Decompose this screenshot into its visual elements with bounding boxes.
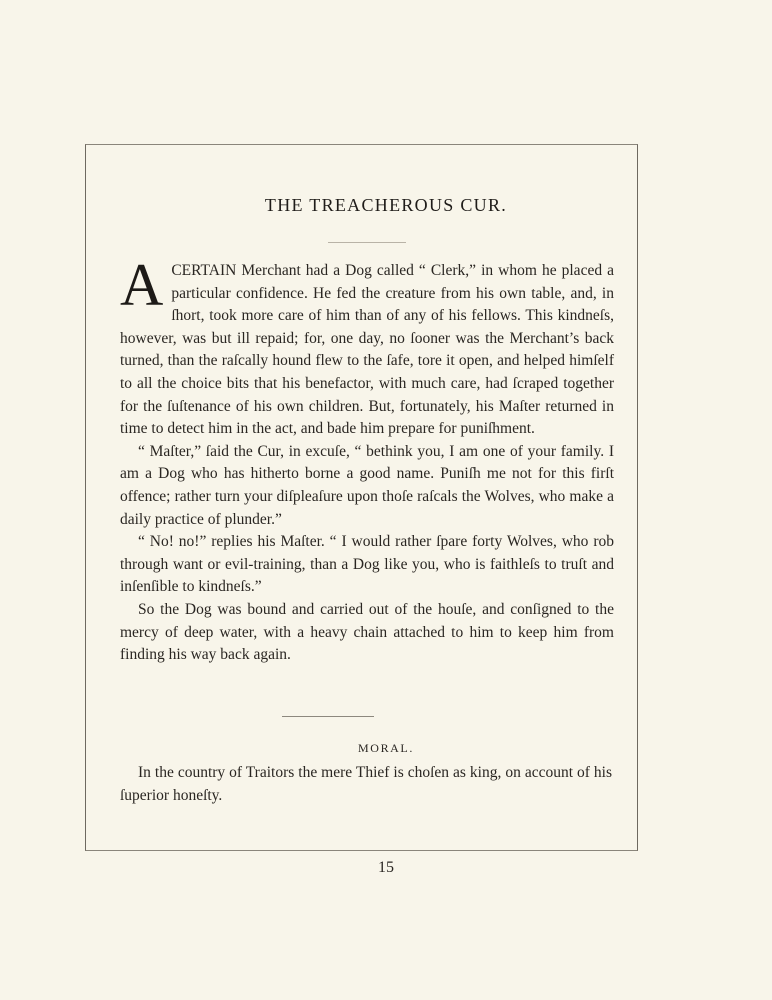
fable-title: THE TREACHEROUS CUR. <box>264 195 508 215</box>
moral-heading: MORAL. <box>358 741 414 755</box>
paragraph-4: So the Dog was bound and carried out of the houſe, and conſigned to the mercy of deep water, with a heavy chain attached to him to keep him from finding his way back again. <box>120 600 614 664</box>
drop-cap-letter: A <box>120 252 164 318</box>
fable-body <box>120 252 614 667</box>
paragraph-1-text: CERTAIN Merchant had a Dog called “ Clerk,” in whom he placed a particular confidence. He fed the creature from his own table, and, in ſhort, took more care of him than of any of his fellows. This kindneſs, however, was but ill repaid; for, one day, no ſooner was the Merchant’s back turned, than the raſcally hound flew to the ſafe, tore it open, and helped himſelf to all the choice bits that his benefactor, with much care, had ſcraped together for the ſuſtenance of his own children. But, fortunately, his Maſter returned in time to detect him in the act, and bade him prepare for puniſhment. <box>120 262 614 438</box>
page-number: 15 <box>378 859 394 876</box>
moral-divider-rule <box>282 716 374 717</box>
paragraph-1 <box>120 252 614 441</box>
title-divider-rule <box>328 242 406 243</box>
paragraph-2: “ Maſter,” ſaid the Cur, in excuſe, “ bethink you, I am one of your family. I am a Dog who has hitherto borne a good name. Puniſh me not for this firſt offence; rather turn your diſpleaſure upon thoſe raſcals the Wolves, who make a daily practice of plunder.” <box>120 442 614 528</box>
moral-text: In the country of Traitors the mere Thief is choſen as king, on account of his ſuperior honeſty. <box>120 764 612 804</box>
paragraph-3: “ No! no!” replies his Maſter. “ I would rather ſpare forty Wolves, who rob through want or evil-training, than a Dog like you, who is faithleſs to truſt and inſenſible to kindneſs.” <box>120 533 614 596</box>
